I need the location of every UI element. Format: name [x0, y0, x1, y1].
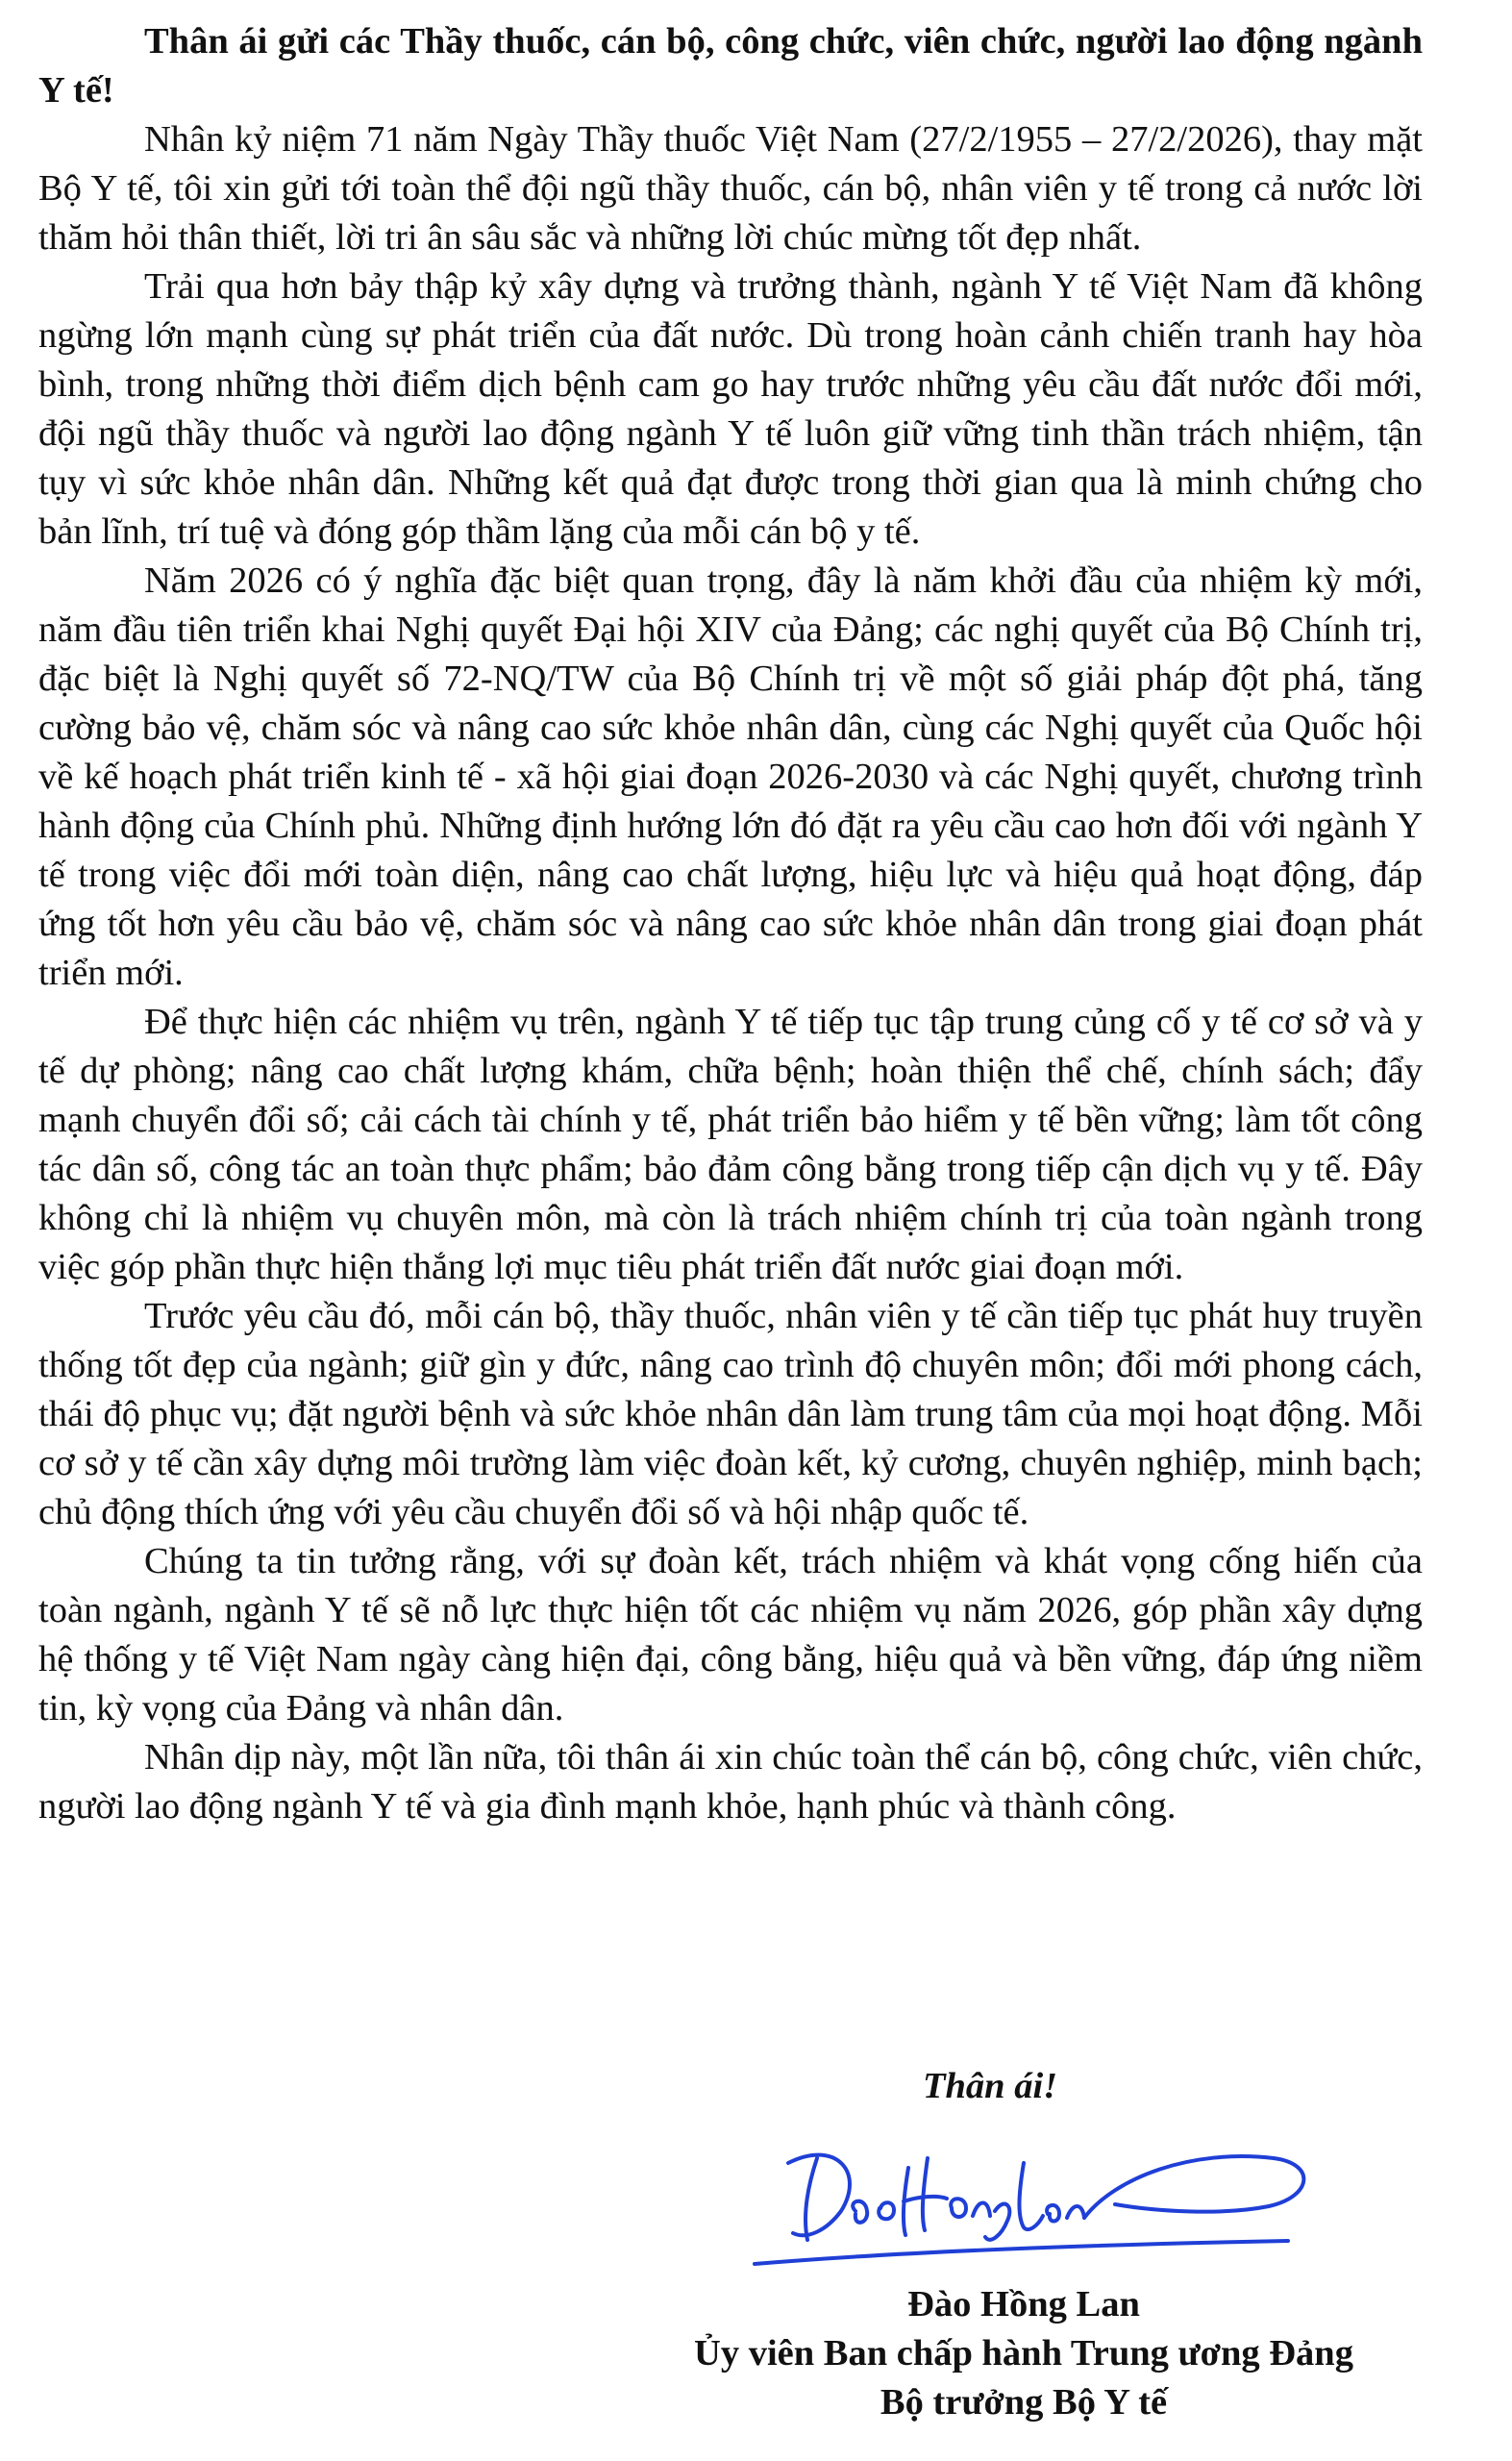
paragraph-2: Trải qua hơn bảy thập kỷ xây dựng và trưởng thành, ngành Y tế Việt Nam đã không ngừng lớn mạnh cùng sự phát triển của đất nước. Dù trong hoàn cảnh chiến tranh hay hòa bình, trong những thời điểm dịch bệnh cam go hay trước những yêu cầu đất nước đổi mới, đội ngũ thầy thuốc và người lao động ngành Y tế luôn giữ vững tinh thần trách nhiệm, tận tụy vì sức khỏe nhân dân. Những kết quả đạt được trong thời gian qua là minh chứng cho bản lĩnh, trí tuệ và đóng góp thầm lặng của mỗi cán bộ y tế. [38, 266, 1423, 552]
paragraph-1: Nhân kỷ niệm 71 năm Ngày Thầy thuốc Việt Nam (27/2/1955 – 27/2/2026), thay mặt Bộ Y tế, tôi xin gửi tới toàn thể đội ngũ thầy thuốc, cán bộ, nhân viên y tế trong cả nước lời thăm hỏi thân thiết, lời tri ân sâu sắc và những lời chúc mừng tốt đẹp nhất. [38, 119, 1423, 258]
paragraph-3: Năm 2026 có ý nghĩa đặc biệt quan trọng, đây là năm khởi đầu của nhiệm kỳ mới, năm đầu tiên triển khai Nghị quyết Đại hội XIV của Đảng; các nghị quyết của Bộ Chính trị, đặc biệt là Nghị quyết số 72-NQ/TW của Bộ Chính trị về một số giải pháp đột phá, tăng cường bảo vệ, chăm sóc và nâng cao sức khỏe nhân dân, cùng các Nghị quyết của Quốc hội về kế hoạch phát triển kinh tế - xã hội giai đoạn 2026-2030 và các Nghị quyết, chương trình hành động của Chính phủ. Những định hướng lớn đó đặt ra yêu cầu cao hơn đối với ngành Y tế trong việc đổi mới toàn diện, nâng cao chất lượng, hiệu lực và hiệu quả hoạt động, đáp ứng tốt hơn yêu cầu bảo vệ, chăm sóc và nâng cao sức khỏe nhân dân trong giai đoạn phát triển mới. [38, 560, 1423, 993]
salutation: Thân ái gửi các Thầy thuốc, cán bộ, công chức, viên chức, người lao động ngành Y tế! [38, 21, 1423, 111]
paragraph-7: Nhân dịp này, một lần nữa, tôi thân ái xin chúc toàn thể cán bộ, công chức, viên chức, người lao động ngành Y tế và gia đình mạnh khỏe, hạnh phúc và thành công. [38, 1737, 1423, 1827]
letter-body [38, 17, 1423, 1831]
paragraph-4: Để thực hiện các nhiệm vụ trên, ngành Y tế tiếp tục tập trung củng cố y tế cơ sở và y tế dự phòng; nâng cao chất lượng khám, chữa bệnh; hoàn thiện thể chế, chính sách; đẩy mạnh chuyển đổi số; cải cách tài chính y tế, phát triển bảo hiểm y tế bền vững; làm tốt công tác dân số, công tác an toàn thực phẩm; bảo đảm công bằng trong tiếp cận dịch vụ y tế. Đây không chỉ là nhiệm vụ chuyên môn, mà còn là trách nhiệm chính trị của toàn ngành trong việc góp phần thực hiện thắng lợi mục tiêu phát triển đất nước giai đoạn mới. [38, 1002, 1423, 1287]
paragraph-5: Trước yêu cầu đó, mỗi cán bộ, thầy thuốc, nhân viên y tế cần tiếp tục phát huy truyền thống tốt đẹp của ngành; giữ gìn y đức, nâng cao trình độ chuyên môn; đổi mới phong cách, thái độ phục vụ; đặt người bệnh và sức khỏe nhân dân làm trung tâm của mọi hoạt động. Mỗi cơ sở y tế cần xây dựng môi trường làm việc đoàn kết, kỷ cương, chuyên nghiệp, minh bạch; chủ động thích ứng với yêu cầu chuyển đổi số và hội nhập quốc tế. [38, 1296, 1423, 1532]
signature-underline [755, 2241, 1288, 2264]
signature-strokes [788, 2155, 1303, 2240]
signer-name: Đào Hồng Lan [907, 2284, 1140, 2324]
closing-greeting: Thân ái! [923, 2066, 1058, 2106]
signer-block [577, 2280, 1471, 2427]
handwritten-signature [750, 2120, 1326, 2274]
paragraph-6: Chúng ta tin tưởng rằng, với sự đoàn kết, trách nhiệm và khát vọng cống hiến của toàn ngành, ngành Y tế sẽ nỗ lực thực hiện tốt các nhiệm vụ năm 2026, góp phần xây dựng hệ thống y tế Việt Nam ngày càng hiện đại, công bằng, hiệu quả và bền vững, đáp ứng niềm tin, kỳ vọng của Đảng và nhân dân. [38, 1541, 1423, 1728]
signer-title-2: Bộ trưởng Bộ Y tế [880, 2382, 1168, 2423]
signer-title-1: Ủy viên Ban chấp hành Trung ương Đảng [694, 2333, 1353, 2374]
